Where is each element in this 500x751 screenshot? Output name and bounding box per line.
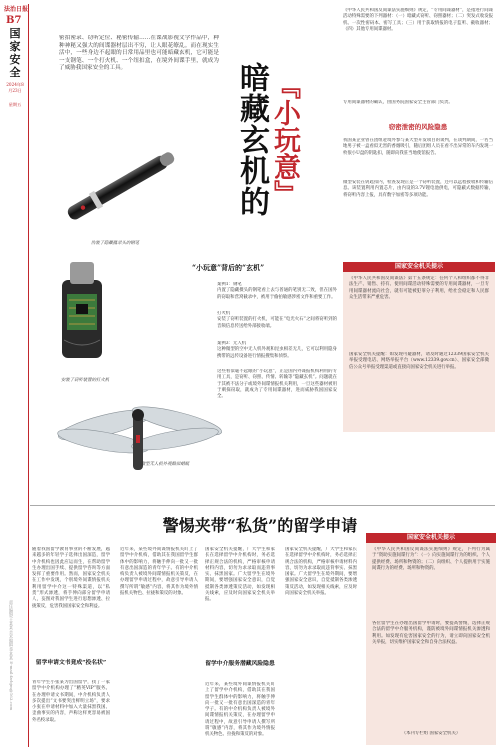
right-subheading: 窃密泄密的风险隐患	[388, 123, 448, 131]
section1-case2: 打火机 安装了窃听装置的打火机，可能在“电光火石”之间将窃听到的音频信息传送给外部接收端。	[217, 311, 337, 329]
section-divider	[30, 505, 495, 506]
tip-box-bottom-text2: 各位留学生在办理出国留学申请时，要提高警惕，选择正规合法的留学中介服务机构，谨防被境外间谍情报机关渗透和利用。如发现有危害国家安全的行为，请立即向国家安全机关举报，切实维护国家安全和自身合法权益。	[372, 621, 490, 645]
article2-case-cont: 近年来，某些境外间谍情报机关盯上了留学中介机构，借助其在我国留学生群体中的影响力，将触手伸向一批又一批有意出国深造的青年学子。有的中介机构负责人被境外间谍情报机关策反，在办理留学申请过程中，故意引导申请人撰写所谓“敏感”内容，将其作为境外情报机关物色、拉拢和策反的对象。	[120, 547, 198, 597]
right-regulation: 《中华人民共和国反间谍法实施细则》规定，“专用间谍器材”，是指进行间谍活动特殊需要的下列器材：（一）暗藏式窃听、窃照器材；（二）突发式收发报机、一次性密码本、密写工具；（三）用于获取情报的电子监听、截收器材；（四）其他专用间谍器材。	[343, 8, 493, 32]
feature-title-quote: 『小玩意』	[269, 72, 300, 207]
page-date: 2024年8月23日	[6, 82, 24, 93]
feature-title: 暗藏玄机的	[234, 62, 269, 217]
pen-camera-image	[44, 148, 194, 228]
article2-case: 青年学生小张某为出国留学，找了一家留学中介机构办理了“精英VIP”服务。在办理申请文书期间，中介机构负责人多次提出“文书要突出鲜明立场”，要求小张在申请材料中加入大量抹黑我国、歪曲事实的内容，声称这样更容易被国外名校录取。	[32, 680, 110, 723]
page-number: B7	[6, 15, 22, 26]
tip-box-top	[343, 262, 495, 432]
article2-subheading1: 留学申请文书竟成“投名状”	[35, 660, 107, 666]
right-case-text: 我国某企业曾在团组赴境外参与某大型开发项目的谈判，在谈判期间，一名当地男子被一盒看似无害的香烟吸引，随后团组人员在看不出异常的车内发现一枚很小U盘的钥匙扣，随即向我驻当地使馆报告。	[343, 138, 493, 156]
section-name: 国家安全	[9, 27, 21, 79]
article2-risk: 近年来，某些境外间谍情报机关盯上了留学中介机构，借助其在我国留学生群体中的影响力，将触手伸向一批又一批有意出国深造的青年学子。有的中介机构负责人被境外间谍情报机关策反，在办理留学申请过程中，故意引导申请人撰写所谓“敏感”内容，将其作为境外情报机关物色、拉拢和策反的对象。	[205, 682, 275, 738]
lighter-bug-image	[36, 250, 126, 370]
section1-case1: 案例1：钢笔 内置了隐藏摄头的钢笔看上去与普通的笔别无二致，但在国外的窃取和营窝截录中，被用于偷拍敏感涉密文件和重要工作。	[217, 282, 337, 300]
tip-box-top-text1: 《中华人民共和国反间谍法》第十五条规定：任何个人和组织都不得非法生产、销售、持有、使用间谍活动特殊需要的专用间谍器材，一旦专用间谍器材流向社会，就有可能被犯罪分子利用，给社会稳定和人民群众生活带来严重危害。	[349, 276, 489, 300]
left-rule	[28, 4, 29, 747]
right-case-analysis: 微型安装在钥匙扣内，检查发现正是一个窃听装置，还可以远程接收和传输信息。该装置利用内置芯片，由内设的3.7V锂电池供电，可隐蔽式数据传输，将窃听内容上报，具有数字加密等多项功能。	[343, 180, 493, 198]
page-weekday: 星期五	[8, 102, 22, 107]
tip-box-bottom-title: 国家安全机关提示	[366, 533, 496, 543]
article2-lead: 随着我国留学教育事业的不断发展，越来越多的年轻学子选择出国深造，留学中介机构也因此应运而生，在帮助留学生办理出国手续、提供留学咨询等方面发挥了重要作用。然而，国家安全机关在工作中发现，个别境外间谍情报机关利用留学中介这一特殊渠道，以“私货”形式渗透，将手伸向部分留学申请人，妄图对我国学生进行思想渗透、拉拢策反，危害我国国家安全和利益。	[32, 547, 110, 609]
section1-analysis: 这些看似毫不起眼的“小玩意”，正是国内外谍报机构利用的专用工具，是窃听、窃照、传情、转输等“隐藏玄机”。问题就在于其被不法分子或境外间谍情报机关利用，一旦这些器材被用于刺探窃取，就成为了专用间谍器材，进而威胁我国国家安全。	[217, 369, 337, 400]
side-credits: 责任编辑/王某某 美术编辑/李某某 E-mail:fzrbjm@163.com	[9, 600, 14, 711]
caption-lighter: 安装了窃听装置的打火机	[60, 378, 110, 383]
tip-box-bottom-text1: 《中华人民共和国反间谍法实施细则》规定，下列行为属于“资助实施间谍行为”：（一）向实施间谍行为的组织、个人提供经费、场所和物资的；（二）向组织、个人提供用于实施间谍行为的经费、场所和物资的。	[372, 547, 490, 571]
article2-risk-top: 国家安全机关提醒，广大学生和家长在选择留学中介机构时，务必选择正规合法的机构，严格审核申请材料内容，切勿为求录取而违背事实、抹黑国家。广大留学生在境外期间，要增强国家安全意识，自觉抵制各类渗透策反活动，如发现相关线索，应及时向国家安全机关举报。	[205, 547, 275, 603]
tip-box-bottom-end: （本刊专栏组 国家安全机关）	[401, 731, 461, 736]
tip-box-bottom	[366, 533, 496, 745]
section1-title: “小玩意”背后的“玄机”	[192, 263, 265, 272]
right-regulation-note: 专用间谍器材的确认，由国务院国家安全主管部门负责。	[343, 100, 453, 105]
masthead: 法治日报	[4, 6, 29, 13]
caption-pen: 伪装了隐藏摄录头的钢笔	[90, 241, 140, 246]
tip-box-top-title: 国家安全机关提示	[343, 262, 495, 272]
tip-box-top-text2: 国家安全机关提醒：如发现可疑器材，请及时通过12339国家安全机关举报受理电话、网络举报平台（www.12339.gov.cn）、国家安全部微信公众号举报受理渠道或直接向国家安全机关进行举报。	[349, 352, 489, 370]
caption-dragonfly: 微型无人机外观酷似蜻蜓	[140, 462, 190, 467]
article2-headline: 警惕夹带“私货”的留学申请	[162, 516, 358, 535]
article2-advice: 国家安全机关提醒，广大学生和家长在选择留学中介机构时，务必选择正规合法的机构，严格审核申请材料内容，切勿为求录取而违背事实、抹黑国家。广大留学生在境外期间，要增强国家安全意识，自觉抵制各类渗透策反活动，如发现相关线索，应及时向国家安全机关举报。	[285, 547, 357, 597]
section1-case3: 案例3：无人机 这种微型的空中无人机外观和昆虫相差无几，它可以利用隐身携带的远传设备进行情报搜集和侦察。	[217, 341, 337, 359]
intro-text: 密拍密录、窃听定位、秘密传输……在谍战影视文学作品中，种种神秘又强大的间谍器材层出不穷，让人眼花缭乱。而在现实生活中，一些身边不起眼的日常用品里也可能暗藏玄机，它可能是一支钢笔、一个打火机、一个纽扣盒，在境外间谍手里，就成为了威胁我国家安全的工具。	[59, 35, 219, 72]
article2-subheading2: 留学中介服务潜藏风险隐患	[205, 661, 275, 667]
